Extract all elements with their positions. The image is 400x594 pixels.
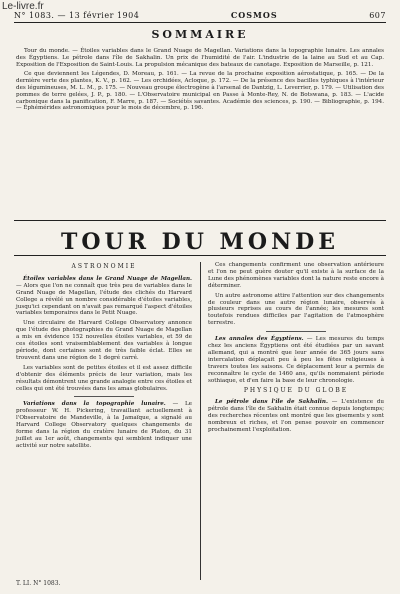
article-text: Une circulaire de Harvard College Observatory annonce que l'étude des photographies du Grand Nuage de Magellan a mis en évidence 152 nouvelles étoiles variables, et 59 de ces étoiles sont vraisemblablement des variables à longue période, dont certaines sont de très faible éclat. Elles se trouvent dans une région de 1 degré carré. [16, 320, 192, 361]
article-text: — Les mesures du temps chez les anciens Égyptiens ont été étudiées par un savant allemand, qui a montré que leur année de 365 jours sans intercalation déplaçait peu à peu les fêtes religieuses à travers toutes les saisons. Ce déplacement leur a permis de reconnaître le cycle de 1460 ans, qu'ils nommaient période sothiaque, et d'en faire la base de leur chronologie. [208, 336, 384, 384]
right-column [208, 262, 384, 437]
article-separator [266, 331, 326, 332]
tour-du-monde-title: TOUR DU MONDE [60, 229, 340, 255]
article-lead: Étoiles variables dans le Grand Nuage de Magellan. [23, 275, 192, 282]
page-number: 607 [369, 11, 386, 20]
section-heading-astronomie: ASTRONOMIE [71, 263, 137, 270]
article-paragraph [208, 262, 384, 290]
article-text: — Le professeur W. H. Pickering, travaillant actuellement à l'Observatoire de Mandeville, à la Jamaïque, a signalé au Harvard College Observatory quelques changements de forme dans la région du cratère lunaire de Platon, du 31 juillet au 1er août, changements qui semblent indiquer une activité sur notre satellite. [16, 401, 192, 449]
issue-number: N° 1083. — 13 février 1904 [14, 11, 140, 20]
title-rule [14, 255, 386, 256]
article-separator [74, 396, 134, 397]
page-footer: T. LI. N° 1083. [16, 580, 61, 587]
left-column [16, 262, 192, 453]
article-lead: Le pétrole dans l'île de Sakhalin. [215, 399, 328, 406]
running-head [14, 10, 386, 20]
article-text: Ces changements confirment une observation antérieure et l'on ne peut guère douter qu'il existe à la surface de la Lune des phénomènes variables dont la nature reste encore à déterminer. [208, 262, 384, 289]
watermark-logo: Le-livre.fr [2, 1, 44, 12]
article-paragraph [208, 399, 384, 434]
article-paragraph [208, 336, 384, 384]
article-paragraph [16, 365, 192, 393]
sommaire-paragraph: Ce que deviennent les Légendes, D. Moreau, p. 161. — La revue de la prochaine exposition aérostatique, p. 165. — De la dernière verte des plantes, K. V., p. 162. — Les orchidées, Acloque, p. 172. — De la présence des bacilles typhiques à l'intérieur des légumineuses, M. L. M., p. 175. — Nouveau groupe électrogène à l'arsenal de Dantzig, L. Leverrier, p. 179. — Utilisation des pommes de terre gelées, J. P., p. 180. — L'Observatoire municipal en Passe à Monte-Rey, N. de Botswana, p. 183. — L'acide carbonique dans la panification, F. Marre, p. 187. — Sociétés savantes. Académie des sciences, p. 190. — Bibliographie, p. 194. — Éphémérides astronomiques pour le mois de décembre, p. 196. [16, 71, 384, 112]
column-divider [200, 262, 201, 580]
article-text: Les variables sont de petites étoiles et il est assez difficile d'obtenir des éléments précis de leur variation, mais les résultats démontrent une grande analogie entre ces étoiles et celles qui ont été trouvées dans les amas globulaires. [16, 364, 192, 392]
article-paragraph [16, 320, 192, 361]
section-rule [14, 220, 386, 221]
article-text: Un autre astronome attire l'attention sur des changements de couleur dans une autre région lunaire, observés à plusieurs reprises au cours de l'année; les mesures sont toutefois rendues difficiles par l'agitation de l'atmosphère terrestre. [208, 292, 384, 327]
article-paragraph [16, 276, 192, 317]
journal-name: COSMOS [230, 10, 278, 20]
sommaire-body [16, 48, 384, 115]
header-rule [14, 22, 386, 23]
article-lead: Variations dans la topographie lunaire. [23, 401, 166, 408]
sommaire-title: SOMMAIRE [151, 28, 249, 41]
article-paragraph [16, 401, 192, 449]
article-text: — Alors que l'on ne connaît que très peu de variables dans le Grand Nuage de Magellan, l'étude des clichés du Harvard College a révélé un nombre considérable d'étoiles variables, jusqu'ici cependant on n'avait pas remarqué l'aspect d'étoiles variables temporaires dans le Petit Nuage. [16, 282, 192, 317]
article-text: — L'existence du pétrole dans l'île de Sakhalin était connue depuis longtemps; des recherches récentes ont montré que les gisements y sont nombreux et riches, et l'on pense pouvoir en commencer prochainement l'exploitation. [208, 399, 385, 434]
article-lead: Les annales des Égyptiens. [215, 336, 304, 343]
section-heading-physique: PHYSIQUE DU GLOBE [243, 386, 349, 394]
sommaire-paragraph: Tour du monde. — Étoiles variables dans le Grand Nuage de Magellan. Variations dans la topographie lunaire. Les annales des Égyptiens. Le pétrole dans l'île de Sakhalin. Un prix de l'humidité de l'air. L'industrie de la laine au Sud et au Cap. Exposition de l'Exposition de Saint-Louis. La propulsion mécanique des bateaux de canotage. Exposition de Marseille, p. 121. [16, 48, 384, 68]
article-paragraph [208, 293, 384, 328]
